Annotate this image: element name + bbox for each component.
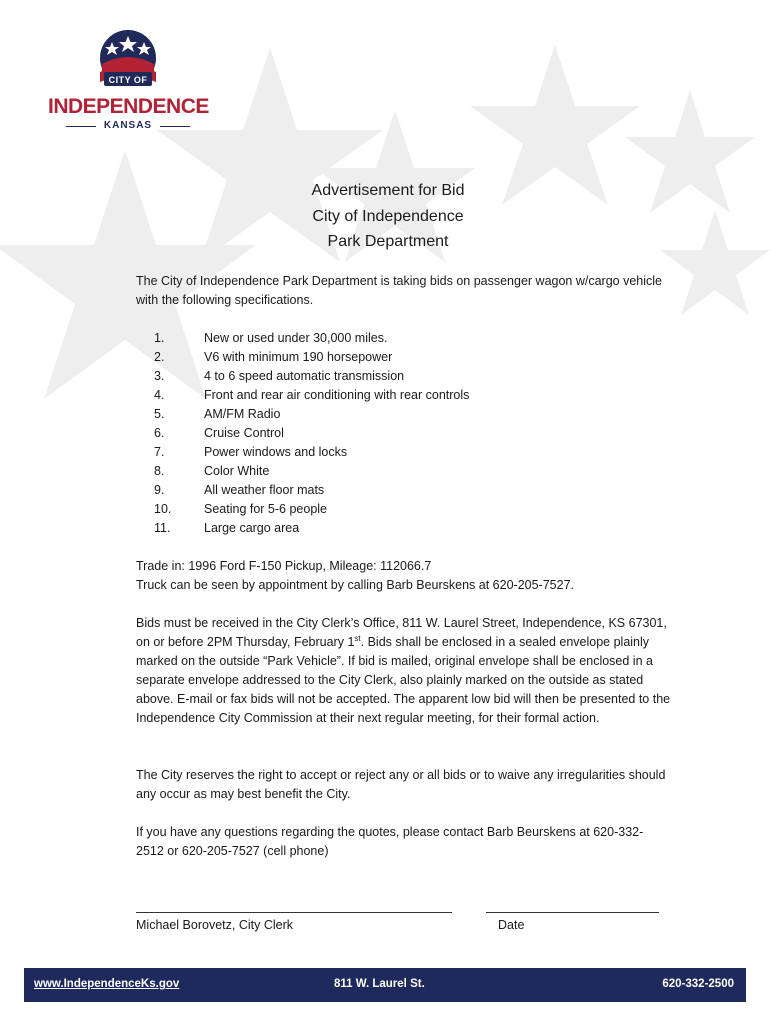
bids-text-2: . Bids shall be enclosed in a sealed envelope plainly marked on the outside “Park Vehicle”. If bid is mailed, original envelope shall be enclosed in a separate envelope addressed to the City Clerk, also plainly marked on the outside as stated above. E-mail or fax bids will not be accepted. The apparent low bid will then be presented to the Independence City Commission at their next regular meeting, for their formal action. (136, 635, 671, 725)
spec-text: All weather floor mats (204, 483, 325, 497)
spec-text: Front and rear air conditioning with rear controls (204, 388, 470, 402)
spec-item (154, 519, 469, 538)
spec-number: 6. (154, 426, 165, 440)
spec-text: Large cargo area (204, 521, 300, 535)
spec-item (154, 367, 469, 386)
spec-item (154, 405, 469, 424)
spec-item (154, 462, 469, 481)
spec-number: 2. (154, 350, 165, 364)
spec-number: 8. (154, 464, 165, 478)
spec-text: New or used under 30,000 miles. (204, 331, 388, 345)
logo-rule-right (160, 126, 190, 127)
spec-number: 7. (154, 445, 165, 459)
bids-text-1: Bids must be received in the City Clerk’s Office, 811 W. Laurel Street, Independence, KS 67301, on or before 2PM Thursday, February 1 (136, 616, 667, 649)
spec-item (154, 386, 469, 405)
signature-line (136, 912, 452, 913)
bids-ordinal: st (354, 633, 361, 643)
spec-item (154, 424, 469, 443)
spec-item (154, 443, 469, 462)
spec-number: 4. (154, 388, 165, 402)
spec-item (154, 348, 469, 367)
specifications-list (154, 329, 469, 538)
logo-city-of: CITY OF (108, 75, 148, 85)
spec-text: Color White (204, 464, 270, 478)
spec-text: 4 to 6 speed automatic transmission (204, 369, 405, 383)
website-link[interactable]: www.IndependenceKs.gov (34, 978, 180, 990)
signatory-name: Michael Borovetz, City Clerk (136, 918, 293, 932)
watermark-star-icon (660, 210, 770, 315)
title-line-3: Park Department (327, 233, 449, 250)
title-line-2: City of Independence (312, 207, 464, 225)
spec-text: V6 with minimum 190 horsepower (204, 350, 393, 364)
city-logo (48, 28, 208, 146)
watermark-star-icon (625, 90, 755, 213)
intro-paragraph: The City of Independence Park Department is taking bids on passenger wagon w/cargo vehicle with the following specifications. (136, 274, 662, 307)
title-line-1: Advertisement for Bid (311, 182, 465, 199)
spec-text: Seating for 5-6 people (204, 502, 328, 516)
footer-bar (24, 968, 746, 1002)
document-title (136, 178, 640, 255)
logo-state: KANSAS (103, 120, 153, 131)
questions-paragraph: If you have any questions regarding the quotes, please contact Barb Beurskens at 620-332-2512 or 620-205-7527 (cell phone) (136, 825, 644, 858)
bids-paragraph (136, 614, 681, 728)
trade-in-paragraph (136, 557, 681, 595)
spec-number: 11. (154, 521, 171, 535)
spec-text: AM/FM Radio (204, 407, 281, 421)
date-line (486, 912, 659, 913)
logo-city-name: INDEPENDENCE (48, 95, 209, 118)
spec-number: 10. (154, 502, 172, 516)
spec-text: Cruise Control (204, 426, 284, 440)
footer-address: 811 W. Laurel St. (334, 978, 425, 990)
spec-number: 5. (154, 407, 165, 421)
trade-in-line: Trade in: 1996 Ford F-150 Pickup, Mileage: 112066.7 (136, 559, 432, 573)
reserves-paragraph: The City reserves the right to accept or reject any or all bids or to waive any irregularities should any occur as may best benefit the City. (136, 768, 666, 801)
spec-item (154, 329, 469, 348)
spec-number: 9. (154, 483, 165, 497)
spec-text: Power windows and locks (204, 445, 348, 459)
trade-in-viewing: Truck can be seen by appointment by calling Barb Beurskens at 620-205-7527. (136, 578, 574, 592)
spec-number: 1. (154, 331, 165, 345)
spec-item (154, 500, 469, 519)
spec-item (154, 481, 469, 500)
spec-number: 3. (154, 369, 165, 383)
footer-phone: 620-332-2500 (662, 978, 734, 990)
date-label: Date (498, 918, 525, 932)
